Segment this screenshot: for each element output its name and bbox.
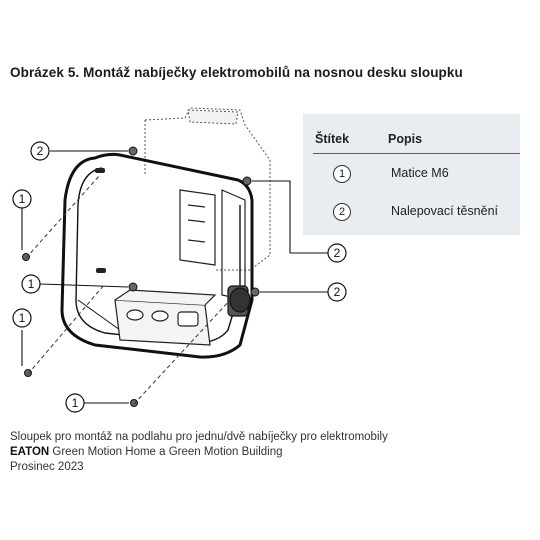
callout-label: 1	[71, 396, 79, 410]
caption-product: Green Motion Home a Green Motion Building	[52, 446, 283, 458]
callout-label: 1	[27, 277, 35, 291]
legend-item-desc: Matice M6	[391, 166, 449, 180]
figure-title: Obrázek 5. Montáž nabíječky elektromobilů na nosnou desku sloupku	[10, 65, 463, 80]
cable-gland	[228, 286, 250, 316]
internal-bracket	[180, 190, 245, 300]
caption-line1: Sloupek pro montáž na podlahu pro jednu/dvě nabíječky pro elektromobily	[10, 431, 388, 443]
cable-box	[115, 290, 215, 345]
assembly-lines	[26, 175, 230, 404]
m6-nuts	[23, 147, 260, 407]
plate-tab	[188, 110, 238, 124]
brand-name: EATON	[10, 446, 50, 458]
callout-label: 2	[333, 285, 341, 299]
callout-label: 1	[18, 192, 26, 206]
caption-line2	[10, 445, 530, 460]
callout-label: 2	[36, 144, 44, 158]
legend-item-desc: Nalepovací těsnění	[391, 204, 499, 218]
mounting-slots	[95, 168, 106, 273]
caption-date: Prosinec 2023	[10, 461, 84, 473]
callout-label: 1	[18, 311, 26, 325]
legend-item-label: 2	[333, 203, 351, 221]
legend-item-label: 1	[333, 165, 351, 183]
legend-divider	[313, 153, 520, 154]
callout-label: 2	[333, 246, 341, 260]
legend-header-desc: Popis	[388, 132, 423, 146]
legend-table	[303, 114, 520, 235]
legend-header-label: Štítek	[315, 132, 350, 146]
caption	[10, 430, 530, 475]
